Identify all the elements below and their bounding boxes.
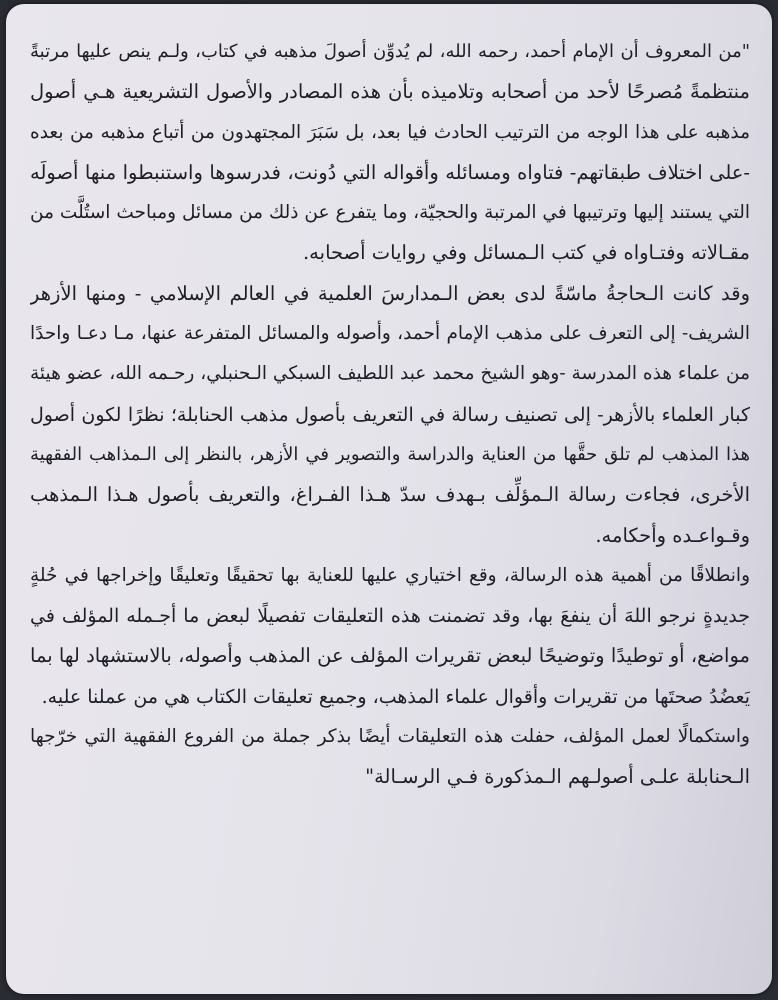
book-page xyxy=(6,4,772,994)
paragraph-1 xyxy=(30,32,750,274)
text-line: الشريف- إلى التعرف على مذهب الإمام أحمد، وأصوله والمسائل المتفرعة عنها، مـا دعـا واحدًا xyxy=(30,323,750,345)
text-line: مواضع، أو توطيدًا وتوضيحًا لبعض تقريرات المؤلف عن المذهب وأصوله، بالاستشهاد لها بما xyxy=(30,644,750,668)
text-line: الأخرى، فجاءت رسالة الـمؤلِّف بـهدف سدّ هـذا الفـراغ، والتعريف بأصول هـذا الـمذهب xyxy=(30,483,750,507)
text-line: وقد كانت الـحاجةُ ماسّةً لدى بعض الـمدارسَ العلمية في العالم الإسلامي - ومنها الأزهر xyxy=(30,281,750,305)
text-line: -على اختلاف طبقاتهم- فتاواه ومسائله وأقواله التي دُونت، فدرسوها واستنبطوا منها أصولَه xyxy=(30,160,750,184)
text-line: مقـالاته وفتـاواه في كتب الـمسائل وفي روايات أصحابه. xyxy=(302,241,750,265)
text-line: الـحنابلة علـى أصولـهم الـمذكورة فـي الرسـالة" xyxy=(365,765,750,789)
text-line: مذهبه على هذا الوجه من الترتيب الحادث فيا بعد، بل سَبَرَ المجتهدون من أتباع مذهبه من بعده xyxy=(30,121,750,143)
paragraph-4 xyxy=(30,717,750,798)
text-line: منتظمةً مُصرحًا لأحد من أصحابه وتلاميذه بأن هذه المصادر والأصول التشريعية هـي أصول xyxy=(30,80,750,104)
page-text xyxy=(30,32,750,798)
text-line: واستكمالًا لعمل المؤلف، حفلت هذه التعليقات أيضًا بذكر جملة من الفروع الفقهية التي خرّجها xyxy=(30,726,750,748)
text-line: التي يستند إليها وترتيبها في المرتبة والحجيّة، وما يتفرع عن ذلك من مسائل ومباحث استُلَّت من xyxy=(30,202,750,224)
text-line: كبار العلماء بالأزهر- إلى تصنيف رسالة في التعريف بأصول مذهب الحنابلة؛ نظرًا لكون أصول xyxy=(30,403,750,426)
text-line: من علماء هذه المدرسة -وهو الشيخ محمد عبد اللطيف السبكي الـحنبلي، رحـمه الله، عضو هيئة xyxy=(30,363,750,385)
paragraph-3 xyxy=(30,556,750,717)
text-line: وقـواعـده وأحكامه. xyxy=(595,523,750,547)
paragraph-2 xyxy=(30,274,750,556)
text-line: "من المعروف أن الإمام أحمد، رحمه الله، لم يُدوِّن أصولَ مذهبه في كتاب، ولـم ينص عليها مرتبةً xyxy=(30,41,750,62)
text-line: وانطلاقًا من أهمية هذه الرسالة، وقع اختياري عليها للعناية بها تحقيقًا وتعليقًا وإخراجها في حُلةٍ xyxy=(30,564,750,586)
text-line: يَعضُدُ صحتَها من تقريرات وأقوال علماء المذهب، وجميع تعليقات الكتاب هي من عملنا عليه. xyxy=(41,685,750,708)
text-line: جديدةٍ نرجو اللهَ أن ينفعَ بها، وقد تضمنت هذه التعليقات تفصيلًا لبعض ما أجـمله المؤلف في xyxy=(30,605,750,628)
text-line: هذا المذهب لم تلق حقَّها من العناية والدراسة والتصوير في الأزهر، بالنظر إلى الـمذاهب الفقهية xyxy=(30,443,750,465)
